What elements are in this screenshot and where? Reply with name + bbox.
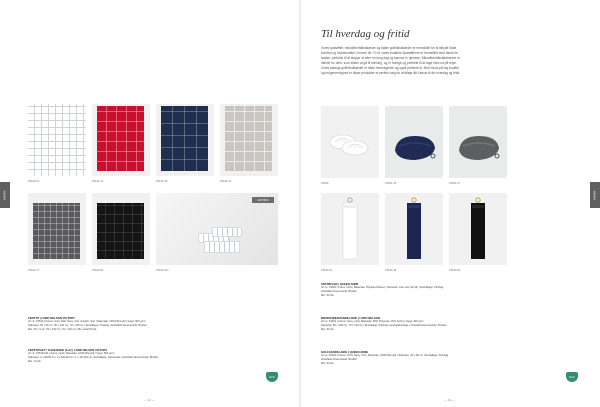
spec-line: Størrelse: 30 x 50 cm, 50 x 100 cm, 70 x 140 cm | Emballage: Polybag | Anbefalet farvemetode: Broderi bbox=[28, 324, 147, 327]
product-code: K3519-18 bbox=[156, 180, 168, 183]
towel-black-photo bbox=[92, 193, 150, 265]
spec-line: Art.nr: K3520 | Farve: Hvid | Materiale: Polyester/Velour | Størrelse: One size (42-44) | Emballage: Polybag bbox=[321, 286, 444, 289]
spec-heading: SPATØFLER | QUEEN ANNE bbox=[321, 282, 359, 286]
product-code: K3521-18 bbox=[385, 182, 397, 185]
product-code: K3519-80 bbox=[92, 269, 104, 272]
product-code: K3522-18 bbox=[385, 269, 397, 272]
microfiber-grey-photo bbox=[449, 106, 507, 178]
golf-towel-black-image bbox=[449, 193, 507, 265]
spec-block-frotte bbox=[28, 316, 248, 332]
spec-block-microfiber bbox=[321, 316, 541, 332]
spec-line: Art.nr: K3519-101 | Farve: Hvid | Materiale: 100% Bomuld | Vægt: 500 g/m² bbox=[28, 352, 115, 355]
spec-line: Min. 50 stk. bbox=[321, 328, 335, 331]
gift-box-label: GIFT BOX bbox=[252, 197, 274, 203]
stacked-towels-image bbox=[198, 223, 242, 253]
spec-line: Størrelse: 50 x 100 cm, 70 x 140 cm | Emballage: Polybag med karabinhage | Anbefalet farvemetode: Broderi bbox=[321, 324, 447, 327]
spec-block-golf-towel bbox=[321, 350, 541, 366]
towel-red-photo bbox=[92, 104, 150, 176]
towel-grey-image bbox=[225, 106, 272, 171]
page-gutter bbox=[299, 0, 301, 407]
spec-heading: GOLFHÅNDKLÆDE | QUEEN ANNE bbox=[321, 350, 369, 354]
golf-towel-black-photo bbox=[449, 193, 507, 265]
microfiber-navy-image bbox=[385, 106, 443, 178]
towel-anthracite-image bbox=[33, 203, 80, 259]
towel-white-image bbox=[28, 104, 86, 176]
slippers-image bbox=[321, 106, 379, 178]
microfiber-navy-photo bbox=[385, 106, 443, 178]
page-title: Til hverdag og fritid bbox=[321, 28, 410, 40]
towel-navy-image bbox=[161, 106, 208, 171]
golf-towel-white-photo bbox=[321, 193, 379, 265]
slippers-photo bbox=[321, 106, 379, 178]
spec-heading: FROTTÉSÆT I GAVEÆSKE (3+2) | LORD NELSON VICTORY bbox=[28, 348, 108, 352]
spec-heading: FROTTÉ | LORD NELSON VICTORY bbox=[28, 316, 75, 320]
golf-towel-white-image bbox=[321, 193, 379, 265]
product-code: K3519-101 bbox=[156, 269, 169, 272]
towel-grey-photo bbox=[220, 104, 278, 176]
spec-line: Anbefalet farvemetode: Broderi bbox=[321, 290, 357, 293]
product-code: K3519-31 bbox=[220, 180, 232, 183]
spec-block-gift-set bbox=[28, 348, 248, 364]
product-code: K3521-97 bbox=[449, 182, 461, 185]
page-number-left: — 12 — bbox=[144, 398, 156, 402]
product-code: K3519-01 bbox=[28, 180, 40, 183]
section-tab-right: MARK bbox=[590, 182, 600, 208]
spec-line: Min. 10 stk. bbox=[28, 360, 42, 363]
microfiber-grey-image bbox=[449, 106, 507, 178]
golf-towel-navy-photo bbox=[385, 193, 443, 265]
spec-line: Art.nr: K3521 | Farver: Navy, Grå | Materiale: 80% Polyester, 20% Nylon | Vægt: 300 g/m² bbox=[321, 320, 424, 323]
towel-red-image bbox=[97, 106, 144, 171]
gift-box-image bbox=[156, 193, 278, 265]
intro-paragraph: Vores spatøffler, mikrofiberhåndklæder og bløde golfhåndklæder er fremstillet for at tilbyde både komfort og funktionalitet i enhver tid. Fx er vores kvalitets Spatøfflerne er fremstillet med tanke for fødder, perfekte til at slappe af efter en lang dag og samme fx hjemme. Mikrofiberhåndklæderne er ideelle for dem, som elsker at gå til træning, og er hurtige og perfekte til at tage med ud på rejse. Vores særlige golfhåndklæder er både fremragende og også perfekte til. Med fokus på høj kvalitet og brugervenlighed er disse produkter et perfekt valg for at tilføje lidt luksus til din hverdag og fritid. bbox=[321, 46, 461, 76]
spec-line: Min. 50 stk. bbox=[321, 294, 335, 297]
product-code: K3520 bbox=[321, 182, 329, 185]
golf-towel-navy-image bbox=[385, 193, 443, 265]
product-code: K3519-11 bbox=[92, 180, 104, 183]
spec-line: Art.nr: K3519 | Farver: Hvid, Rød, Navy, Grå, Antracit, Sort | Materiale: 100% Bomuld | Vægt: 500 g/m² bbox=[28, 320, 146, 323]
product-code: K3519-77 bbox=[28, 269, 40, 272]
page-number-right: — 13 — bbox=[444, 398, 456, 402]
spec-line: Anbefalet farvemetode: Broderi bbox=[321, 358, 357, 361]
towel-black-image bbox=[97, 203, 144, 259]
eco-badge: ECO bbox=[566, 372, 578, 382]
spec-line: Art.nr: K3522 | Farver: Hvid, Navy, Sort | Materiale: 100% Bomuld | Størrelse: 40 x 60 cm | Emballage: Polybag bbox=[321, 354, 449, 357]
spec-line: Størrelse: 2 x 30x50 cm, 2 x 50x100 cm, 1 x 70x140 cm | Emballage: Gaveæske | Anbefalet farvemetode: Broderi bbox=[28, 356, 159, 359]
spec-heading: MIKROFIBERHÅNDKLÆDE | LORD NELSON bbox=[321, 316, 380, 320]
section-tab-left: MARK bbox=[0, 182, 10, 208]
spec-block-slippers bbox=[321, 282, 541, 298]
towel-anthracite-photo bbox=[28, 193, 86, 265]
product-code: K3522-80 bbox=[449, 269, 461, 272]
eco-badge: ECO bbox=[266, 372, 278, 382]
towel-navy-photo bbox=[156, 104, 214, 176]
spec-line: Min. 50 x 4 cm, 50 x 100 cm, 70 x 140 cm: Min. antal 50 stk. bbox=[28, 328, 98, 331]
product-code: K3522-00 bbox=[321, 269, 333, 272]
spec-line: Min. 50 stk. bbox=[321, 362, 335, 365]
